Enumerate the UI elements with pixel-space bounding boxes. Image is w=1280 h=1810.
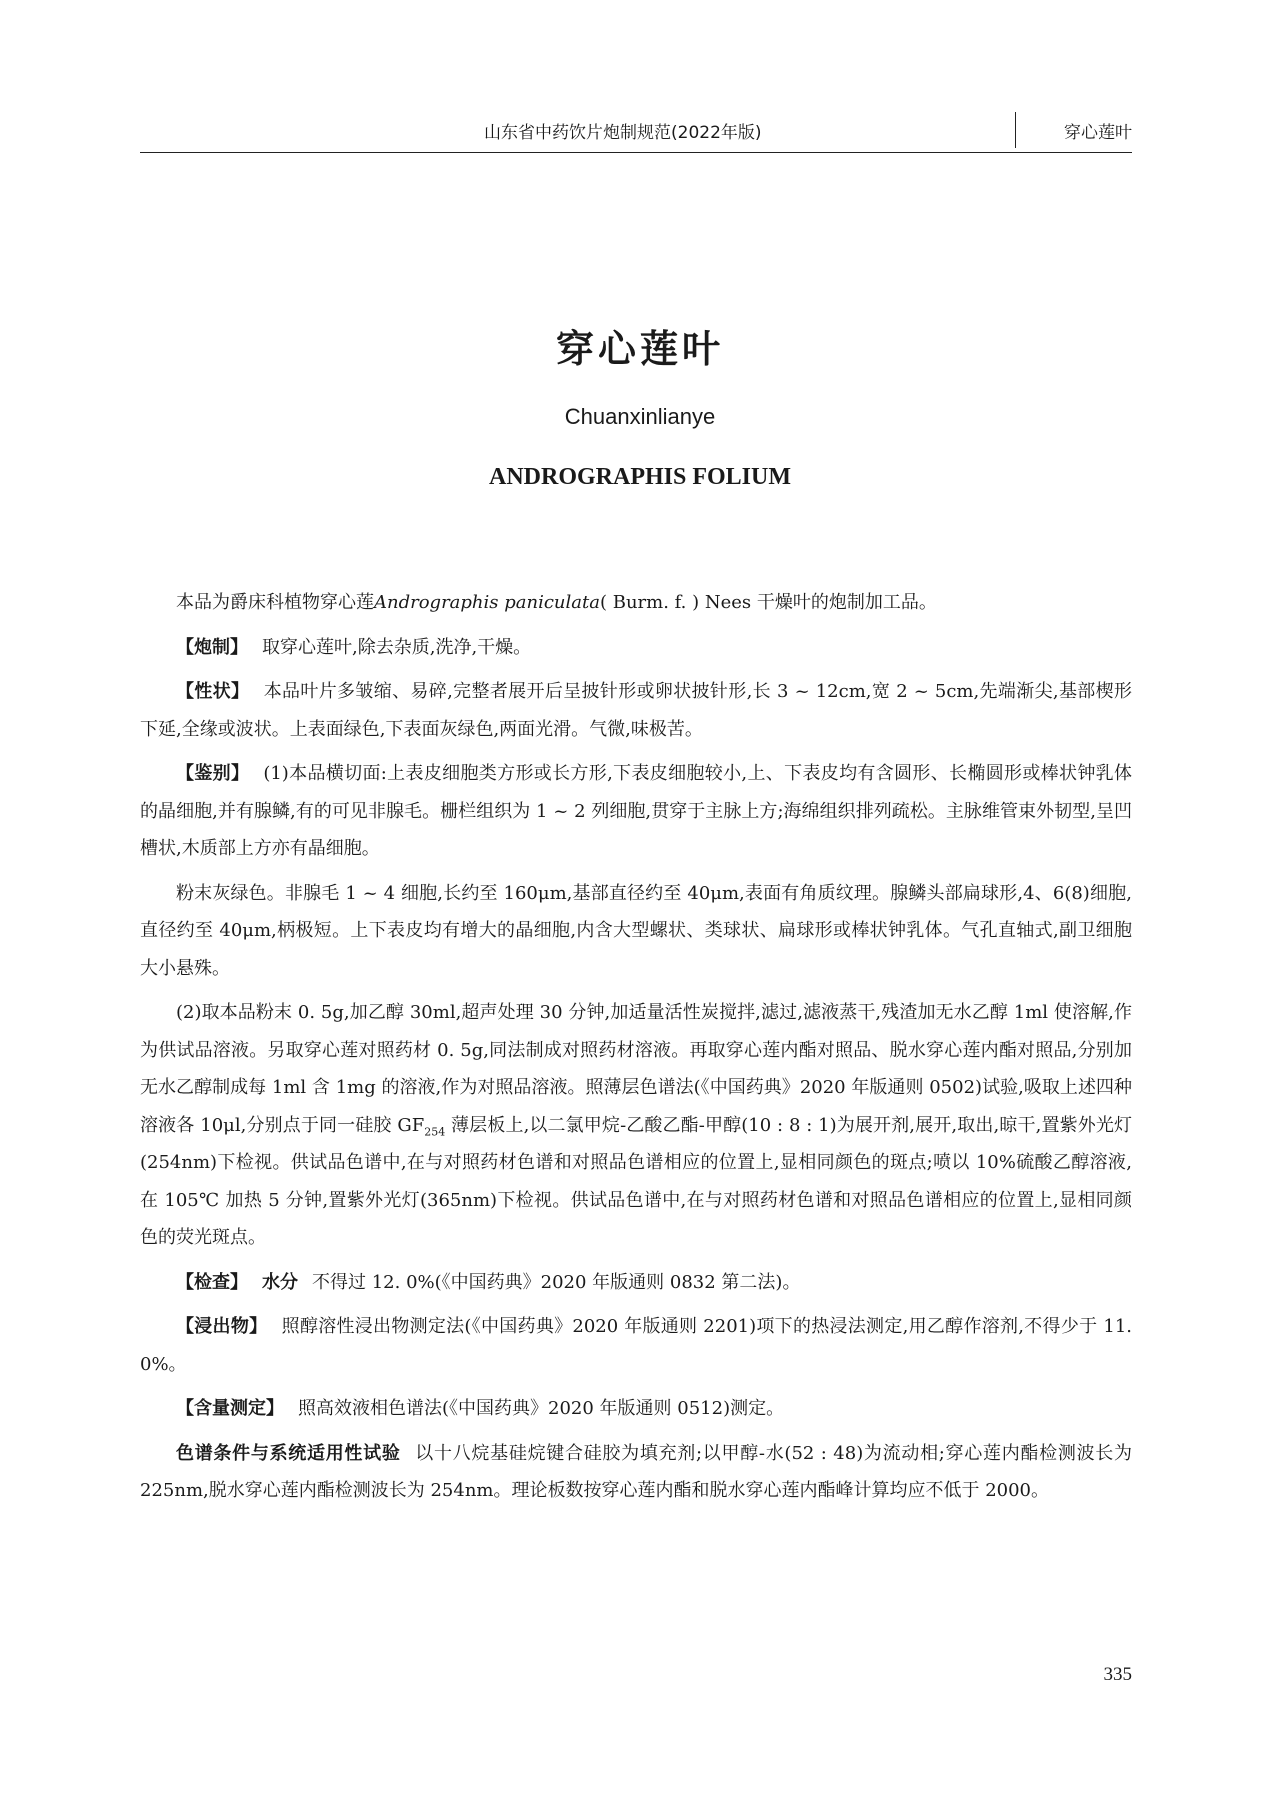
processing-label: 【炮制】 bbox=[176, 636, 248, 658]
section-title: 穿心莲叶 bbox=[1064, 123, 1132, 143]
running-header bbox=[140, 112, 1132, 152]
species-name: Andrographis paniculata bbox=[374, 592, 600, 613]
identification-label: 【鉴别】 bbox=[176, 763, 250, 784]
monograph-title: 穿心莲叶 bbox=[555, 327, 724, 371]
intro-paragraph bbox=[140, 584, 1132, 622]
extract-label: 【浸出物】 bbox=[176, 1316, 268, 1337]
gf-subscript: 254 bbox=[424, 1125, 446, 1139]
header-rule bbox=[140, 152, 1132, 153]
header-separator bbox=[1015, 112, 1016, 148]
processing-paragraph bbox=[140, 629, 1132, 667]
identification-text-3b: 薄层板上,以二氯甲烷-乙酸乙酯-甲醇(10 : 8 : 1)为展开剂,展开,取出,晾干,置紫外光灯(254nm)下检视。供试品色谱中,在与对照药材色谱和对照品色谱相应的位置上,显相同颜色的斑点;喷以 10%硫酸乙醇溶液,在 105℃ 加热 5 分钟,置紫外光灯(365nm)下检视。供试品色谱中,在与对照药材色谱和对照品色谱相应的位置上,显相同颜色的荧光斑点。 bbox=[140, 1114, 1132, 1248]
pinyin-name: Chuanxinlianye bbox=[564, 404, 716, 429]
assay-paragraph bbox=[140, 1390, 1132, 1428]
inspection-label: 【检查】 bbox=[176, 1271, 248, 1293]
inspection-paragraph bbox=[140, 1264, 1132, 1302]
characteristics-text: 本品叶片多皱缩、易碎,完整者展开后呈披针形或卵状披针形,长 3 ~ 12cm,宽 2 ~ 5cm,先端渐尖,基部楔形下延,全缘或波状。上表面绿色,下表面灰绿色,两面光滑。气微,味极苦。 bbox=[140, 681, 1132, 740]
assay-conditions-paragraph bbox=[140, 1435, 1132, 1510]
extract-paragraph bbox=[140, 1308, 1132, 1383]
characteristics-paragraph bbox=[140, 673, 1132, 748]
book-title: 山东省中药饮片炮制规范(2022年版) bbox=[484, 123, 762, 143]
latin-name: ANDROGRAPHIS FOLIUM bbox=[488, 464, 791, 490]
identification-text-2: 粉末灰绿色。非腺毛 1 ~ 4 细胞,长约至 160μm,基部直径约至 40μm,表面有角质纹理。腺鳞头部扁球形,4、6(8)细胞,直径约至 40μm,柄极短。上下表皮均有增大的晶细胞,内含大型螺状、类球状、扁球形或棒状钟乳体。气孔直轴式,副卫细胞大小悬殊。 bbox=[140, 882, 1132, 979]
characteristics-label: 【性状】 bbox=[176, 681, 250, 702]
identification-text-1: (1)本品横切面:上表皮细胞类方形或长方形,下表皮细胞较小,上、下表皮均有含圆形、长椭圆形或棒状钟乳体的晶细胞,并有腺鳞,有的可见非腺毛。栅栏组织为 1 ~ 2 列细胞,贯穿于主脉上方;海绵组织排列疏松。主脉维管束外韧型,呈凹槽状,木质部上方亦有晶细胞。 bbox=[140, 763, 1132, 859]
identification-text-3a: (2)取本品粉末 0. 5g,加乙醇 30ml,超声处理 30 分钟,加适量活性炭搅拌,滤过,滤液蒸干,残渣加无水乙醇 1ml 使溶解,作为供试品溶液。另取穿心莲对照药材 0. 5g,同法制成对照药材溶液。再取穿心莲内酯对照品、脱水穿心莲内酯对照品,分别加无水乙醇制成每 1ml 含 1mg 的溶液,作为对照品溶液。照薄层色谱法(《中国药典》2020 年版通则 0502)试验,吸取上述四种溶液各 10μl,分别点于同一硅胶 GF bbox=[140, 1002, 1132, 1136]
assay-text: 照高效液相色谱法(《中国药典》2020 年版通则 0512)测定。 bbox=[298, 1398, 785, 1419]
identification-paragraph-3 bbox=[140, 994, 1132, 1257]
assay-conditions-text: 以十八烷基硅烷键合硅胶为填充剂;以甲醇-水(52 : 48)为流动相;穿心莲内酯检测波长为 225nm,脱水穿心莲内酯检测波长为 254nm。理论板数按穿心莲内酯和脱水穿心莲内酯峰计算均应不低于 2000。 bbox=[140, 1442, 1132, 1501]
extract-text: 照醇溶性浸出物测定法(《中国药典》2020 年版通则 2201)项下的热浸法测定,用乙醇作溶剂,不得少于 11. 0%。 bbox=[140, 1316, 1132, 1375]
processing-text: 取穿心莲叶,除去杂质,洗净,干燥。 bbox=[262, 636, 532, 658]
inspection-text: 不得过 12. 0%(《中国药典》2020 年版通则 0832 第二法)。 bbox=[312, 1271, 801, 1293]
monograph-body bbox=[140, 584, 1132, 1517]
identification-paragraph-2 bbox=[140, 875, 1132, 988]
identification-paragraph-1 bbox=[140, 755, 1132, 868]
assay-label: 【含量测定】 bbox=[176, 1398, 284, 1419]
inspection-term: 水分 bbox=[262, 1271, 298, 1293]
page-number: 335 bbox=[1103, 1664, 1132, 1685]
assay-conditions-term: 色谱条件与系统适用性试验 bbox=[176, 1442, 401, 1464]
intro-text: 本品为爵床科植物穿心莲 bbox=[176, 592, 374, 613]
intro-text-end: ( Burm. f. ) Nees 干燥叶的炮制加工品。 bbox=[599, 592, 937, 613]
